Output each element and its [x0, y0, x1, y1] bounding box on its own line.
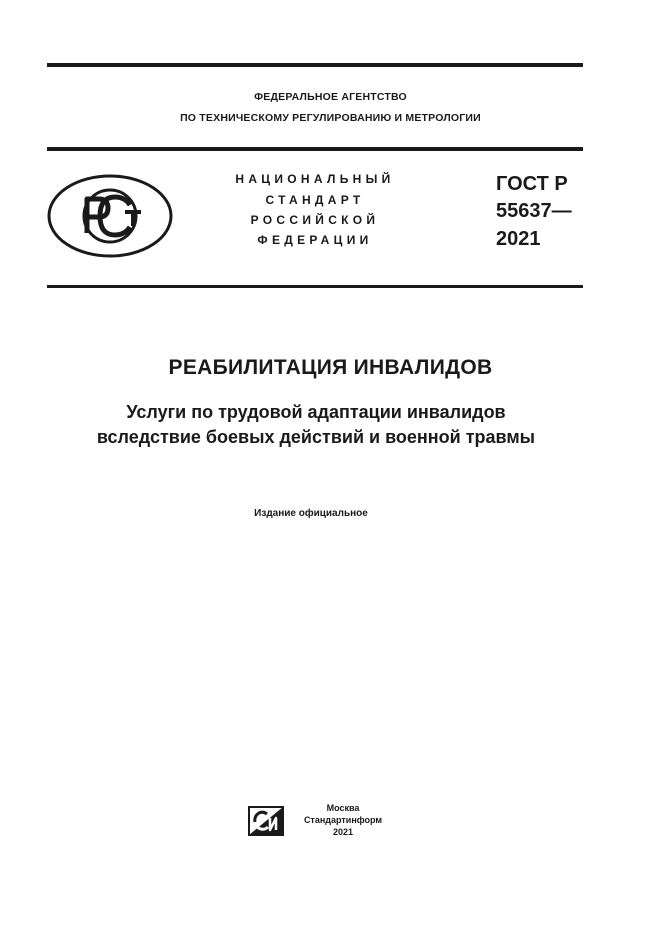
document-subtitle-line-1: Услуги по трудовой адаптации инвалидов	[126, 402, 506, 422]
gost-designation-line-2: 55637—	[496, 200, 572, 222]
top-rule	[47, 63, 583, 67]
standartinform-logo-icon	[248, 806, 284, 836]
standard-type-line-2: СТАНДАРТ	[265, 193, 365, 207]
standard-type-line-4: ФЕДЕРАЦИИ	[257, 233, 373, 247]
publisher-year: 2021	[332, 827, 354, 837]
agency-name-line-1: ФЕДЕРАЛЬНОЕ АГЕНТСТВО	[254, 91, 407, 103]
publisher-name: Стандартинформ	[303, 815, 383, 825]
title-block-rule	[47, 285, 583, 288]
standard-type-line-3: РОССИЙСКОЙ	[250, 213, 380, 227]
header-rule	[47, 147, 583, 151]
gost-r-logo-icon	[47, 174, 173, 258]
document-title: РЕАБИЛИТАЦИЯ ИНВАЛИДОВ	[168, 356, 493, 379]
agency-name-line-2: ПО ТЕХНИЧЕСКОМУ РЕГУЛИРОВАНИЮ И МЕТРОЛОГИИ	[180, 112, 481, 124]
gost-designation-line-3: 2021	[496, 228, 541, 250]
gost-designation-line-1: ГОСТ Р	[496, 173, 568, 195]
document-subtitle-line-2: вследствие боевых действий и военной травмы	[96, 427, 536, 447]
edition-label: Издание официальное	[254, 508, 368, 519]
standard-type-line-1: НАЦИОНАЛЬНЫЙ	[235, 172, 395, 186]
publisher-city: Москва	[326, 803, 360, 813]
